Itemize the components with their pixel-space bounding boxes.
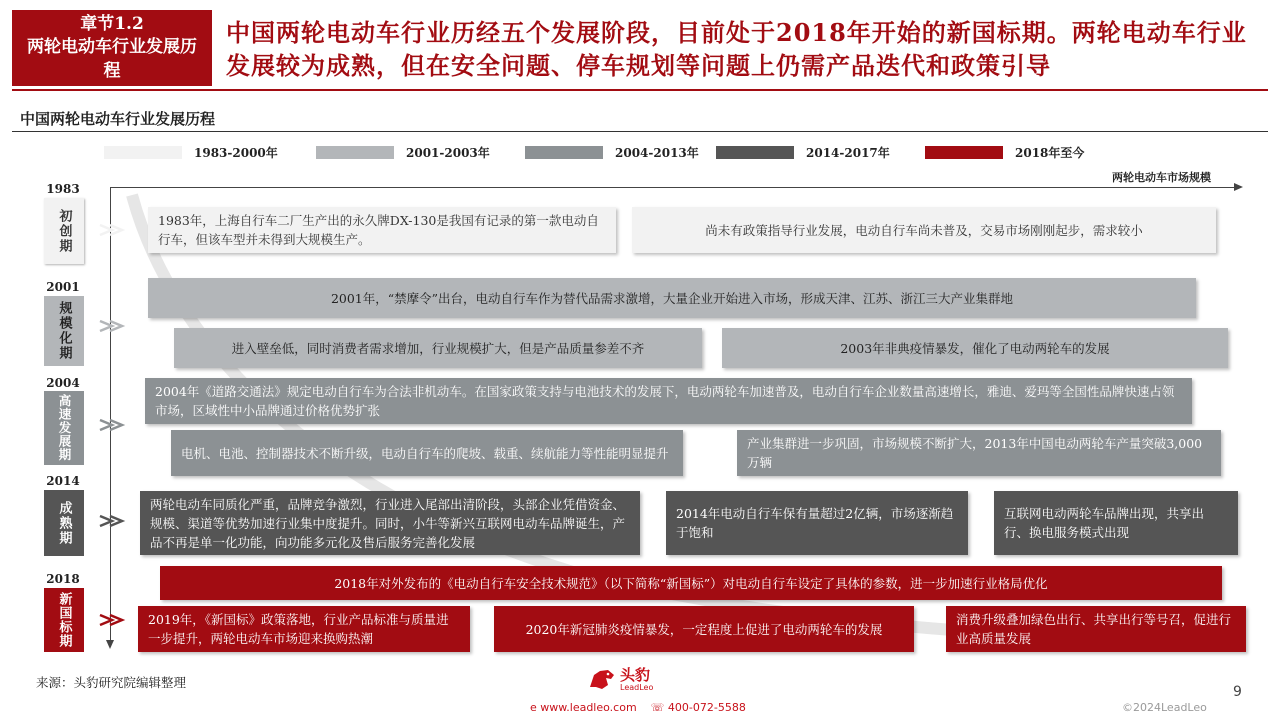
website-link[interactable]: www.leadleo.com [540, 701, 637, 714]
chevron-right-icon [98, 223, 126, 237]
leopard-logo-icon [588, 667, 616, 693]
stage-year: 1983 [46, 182, 80, 196]
stage-year: 2014 [46, 474, 80, 488]
legend-label: 2004-2013年 [615, 145, 699, 160]
stage-rapid-growth [44, 391, 84, 465]
x-axis [110, 187, 1236, 188]
website-item[interactable] [530, 701, 637, 714]
legend-item-2018 [925, 145, 1084, 159]
event-2004-tech-upgrade: 电机、电池、控制器技术不断升级，电动自行车的爬坡、载重、续航能力等性能明显提升 [171, 430, 683, 476]
chevron-right-icon [98, 514, 126, 528]
y-axis [110, 187, 111, 641]
legend-label: 2014-2017年 [806, 145, 890, 160]
logo-name-cn: 头豹 [620, 666, 651, 684]
event-2014-consolidation: 两轮电动车同质化严重，品牌竞争激烈，行业进入尾部出清阶段，头部企业凭借资金、规模、渠道等优势加速行业集中度提升。同时，小牛等新兴互联网电动车品牌诞生，产品不再是单一化功能，向功能多元化及售后服务完善化发展 [140, 491, 640, 555]
stage-scaling [44, 296, 84, 366]
chevron-right-icon [98, 613, 126, 627]
phone-icon: ☏ [650, 701, 665, 714]
chapter-badge [12, 10, 212, 86]
event-1983-first-ebike: 1983年，上海自行车二厂生产出的永久牌DX-130是我国有记录的第一款电动自行车，但该车型并未得到大规模生产。 [148, 207, 616, 253]
brand-logo [588, 667, 653, 693]
section-title: 中国两轮电动车行业发展历程 [20, 110, 216, 128]
x-axis-arrow-icon [1234, 183, 1243, 191]
stage-mature [44, 490, 84, 556]
stage-year: 2001 [46, 280, 80, 294]
logo-text [616, 668, 653, 692]
event-2020-covid: 2020年新冠肺炎疫情暴发，一定程度上促进了电动两轮车的发展 [494, 606, 914, 652]
event-2003-sars: 2003年非典疫情暴发，催化了电动两轮车的发展 [722, 328, 1228, 368]
event-2018-new-standard: 2018年对外发布的《电动自行车安全技术规范》（以下简称“新国标”）对电动自行车设定了具体的参数，进一步加速行业格局优化 [160, 566, 1222, 600]
event-1983-market-status: 尚未有政策指导行业发展，电动自行车尚未普及，交易市场刚刚起步，需求较小 [632, 207, 1216, 253]
legend-item-1983 [104, 145, 278, 159]
legend-swatch [104, 146, 182, 159]
globe-icon: e [530, 701, 537, 714]
event-2014-saturation: 2014年电动自行车保有量超过2亿辆，市场逐渐趋于饱和 [666, 491, 968, 555]
legend-item-2004 [525, 145, 699, 159]
stage-year: 2004 [46, 376, 80, 390]
header-divider [12, 89, 1268, 91]
legend-item-2001 [316, 145, 490, 159]
contact-info [530, 701, 746, 714]
legend-swatch [925, 146, 1003, 159]
legend-item-2014 [716, 145, 890, 159]
event-2019-policy: 2019年，《新国标》政策落地，行业产品标准与质量进一步提升，两轮电动车市场迎来换购热潮 [138, 606, 470, 652]
event-2004-traffic-law: 2004年《道路交通法》规定电动自行车为合法非机动车。在国家政策支持与电池技术的发展下，电动两轮车加速普及，电动自行车企业数量高速增长，雅迪、爱玛等全国性品牌快速占领市场，区域性中小品牌通过价格优势扩张 [145, 378, 1192, 424]
logo-name-en: LeadLeo [620, 683, 654, 692]
section-divider [12, 131, 1268, 132]
event-2014-internet-brands: 互联网电动两轮车品牌出现，共享出行、换电服务模式出现 [994, 491, 1238, 555]
phone-item [651, 701, 746, 714]
chapter-title: 两轮电动车行业发展历程 [27, 37, 197, 81]
page-number: 9 [1233, 684, 1242, 700]
copyright: ©2024LeadLeo [1122, 701, 1207, 714]
legend-label: 2018年至今 [1015, 145, 1085, 160]
stage-name: 新国标期 [56, 592, 72, 648]
event-2001-low-barriers: 进入壁垒低，同时消费者需求增加，行业规模扩大，但是产品质量参差不齐 [174, 328, 702, 368]
event-consumption-upgrade: 消费升级叠加绿色出行、共享出行等号召，促进行业高质量发展 [946, 606, 1246, 652]
stage-year: 2018 [46, 572, 80, 586]
event-2001-motorcycle-ban: 2001年，“禁摩令”出台，电动自行车作为替代品需求激增，大量企业开始进入市场，形成天津、江苏、浙江三大产业集群地 [148, 278, 1196, 318]
phone-number: 400-072-5588 [667, 701, 746, 714]
stage-name: 初创期 [56, 208, 72, 254]
source-note: 来源：头豹研究院编辑整理 [36, 675, 187, 690]
y-axis-arrow-icon [106, 640, 114, 649]
chevron-right-icon [98, 418, 126, 432]
chevron-right-icon [98, 319, 126, 333]
legend-label: 1983-2000年 [194, 145, 278, 160]
stage-name: 规模化期 [56, 301, 72, 361]
legend-swatch [316, 146, 394, 159]
page-headline: 中国两轮电动车行业历经五个发展阶段，目前处于2018年开始的新国标期。两轮电动车行业发展较为成熟，但在安全问题、停车规划等问题上仍需产品迭代和政策引导 [226, 18, 1247, 80]
stage-startup [44, 198, 84, 264]
axis-label: 两轮电动车市场规模 [1112, 171, 1211, 184]
stage-name: 高速发展期 [57, 394, 72, 462]
legend-label: 2001-2003年 [406, 145, 490, 160]
stage-name: 成熟期 [56, 500, 72, 546]
legend-swatch [716, 146, 794, 159]
chapter-label: 章节1.2 [80, 14, 144, 34]
stage-new-standard [44, 588, 84, 652]
legend-swatch [525, 146, 603, 159]
event-2013-output: 产业集群进一步巩固，市场规模不断扩大，2013年中国电动两轮车产量突破3,000万辆 [737, 430, 1221, 476]
